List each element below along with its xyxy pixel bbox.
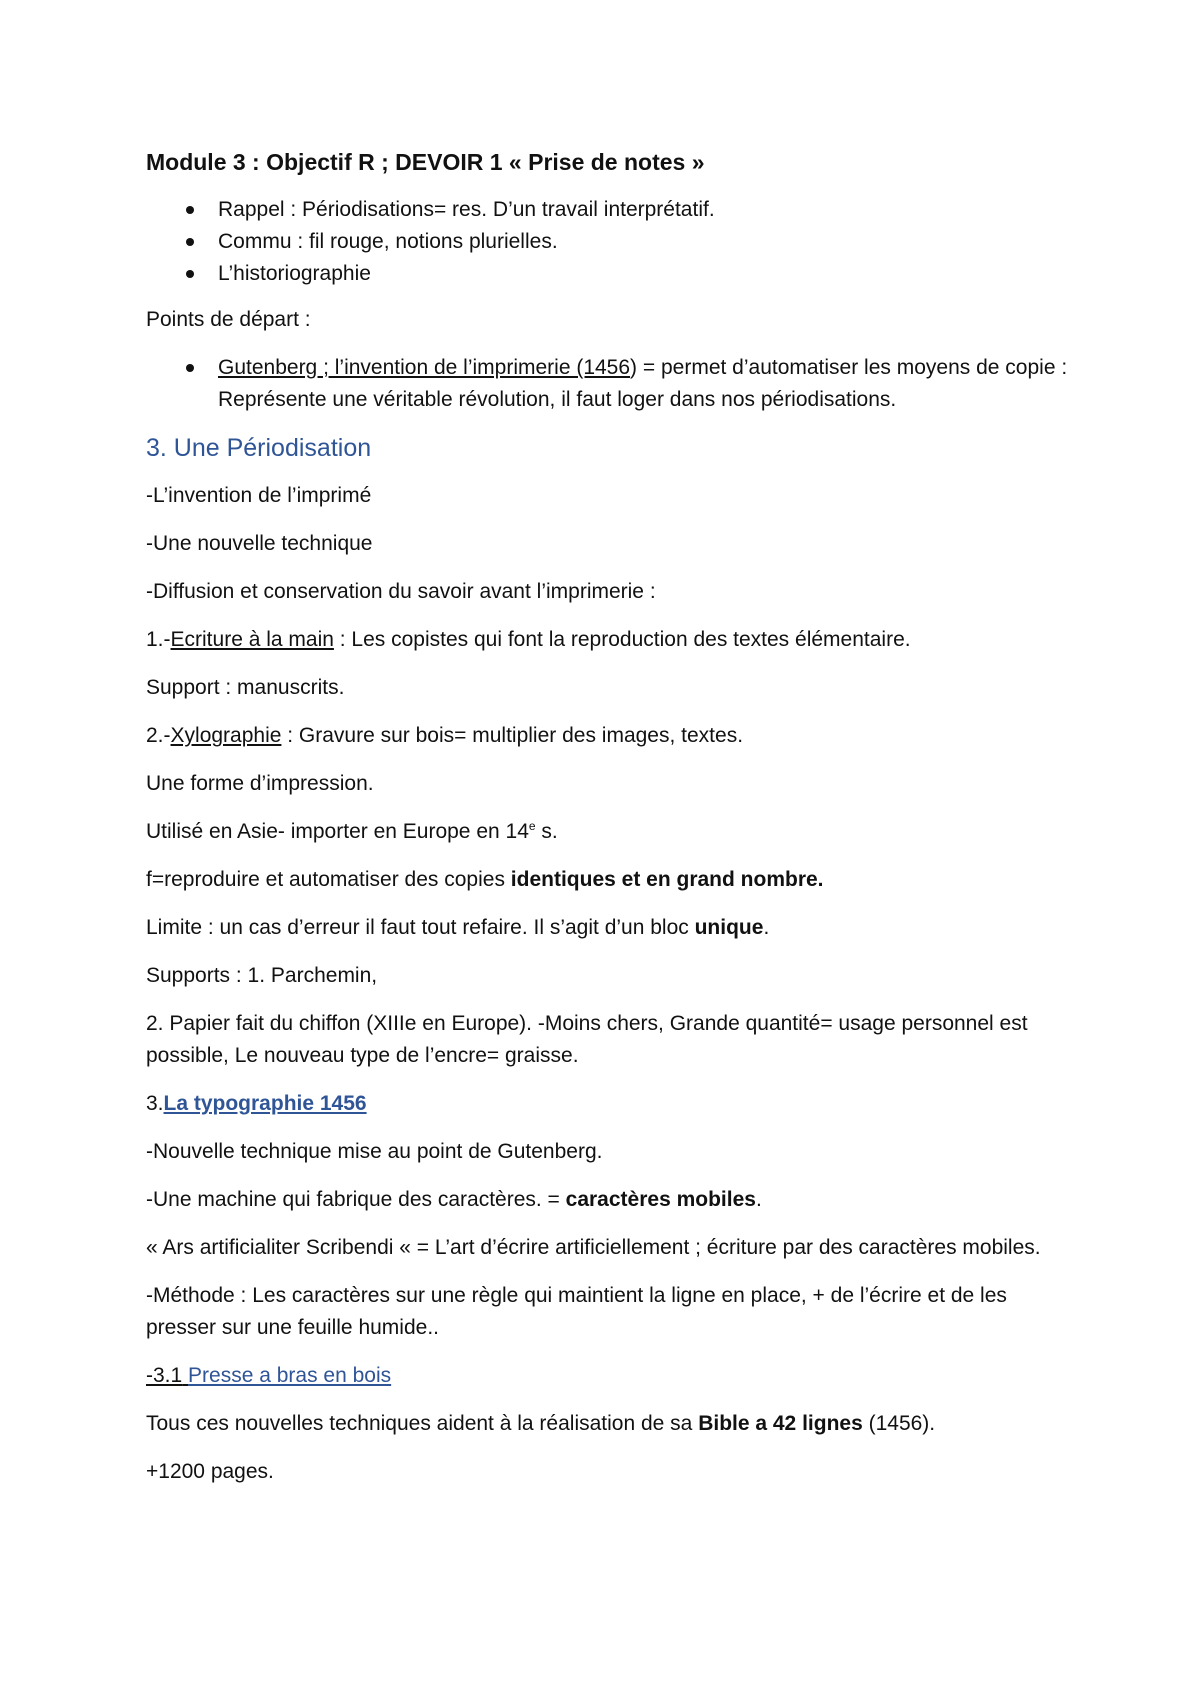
line-nouvelle: -Nouvelle technique mise au point de Gutenberg. <box>146 1140 603 1163</box>
line-tous <box>146 1408 1076 1440</box>
bullet-commu: Commu : fil rouge, notions plurielles. <box>146 226 1076 258</box>
asie-after: s. <box>535 820 558 843</box>
gutenberg-rest: ) = permet d’automatiser les moyens de copie : Représente une véritable révolution, il faut loger dans nos périodisations. <box>218 356 1068 411</box>
gutenberg-bullet-list <box>146 352 1076 416</box>
bullet-rappel: Rappel : Périodisations= res. D’un travail interprétatif. <box>146 194 1076 226</box>
line-methode: -Méthode : Les caractères sur une règle qui maintient la ligne en place, + de l’écrire et de les presser sur une feuille humide.. <box>146 1284 1007 1339</box>
line-presse <box>146 1360 1076 1392</box>
section-heading: 3. Une Périodisation <box>146 434 372 462</box>
ecriture-rest: : Les copistes qui font la reproduction des textes élémentaire. <box>333 628 911 651</box>
asie-sup: e <box>528 819 536 833</box>
line-support: Support : manuscrits. <box>146 676 345 699</box>
bullet-gutenberg <box>146 352 1076 416</box>
tous-plain: Tous ces nouvelles techniques aident à la réalisation de sa <box>146 1412 699 1435</box>
line-technique: -Une nouvelle technique <box>146 532 373 555</box>
line-ecriture <box>146 624 1076 656</box>
line-invention: -L’invention de l’imprimé <box>146 484 372 507</box>
document-title: Module 3 : Objectif R ; DEVOIR 1 « Prise de notes » <box>146 149 705 175</box>
line-reproduire <box>146 864 1076 896</box>
machine-bold: caractères mobiles <box>565 1188 756 1211</box>
reproduire-bold: identiques et en grand nombre. <box>510 868 824 891</box>
machine-end: . <box>755 1188 762 1211</box>
intro-bullet-list <box>146 194 1076 290</box>
limite-end: . <box>763 916 770 939</box>
line-ars: « Ars artificialiter Scribendi « = L’art d’écrire artificiellement ; écriture par des caractères mobiles. <box>146 1236 1041 1259</box>
points-label: Points de départ : <box>146 308 311 331</box>
line-diffusion: -Diffusion et conservation du savoir avant l’imprimerie : <box>146 580 656 603</box>
xylo-rest: : Gravure sur bois= multiplier des images, textes. <box>281 724 744 747</box>
line-machine <box>146 1184 1076 1216</box>
xylo-underlined: Xylographie <box>170 724 282 747</box>
line-forme: Une forme d’impression. <box>146 772 374 795</box>
machine-plain: -Une machine qui fabrique des caractères. = <box>146 1188 566 1211</box>
presse-link[interactable]: Presse a bras en bois <box>188 1364 392 1387</box>
gutenberg-underlined: Gutenberg ; l’invention de l’imprimerie (1456 <box>218 356 631 379</box>
line-xylographie <box>146 720 1076 752</box>
limite-plain: Limite : un cas d’erreur il faut tout refaire. Il s’agit d’un bloc <box>146 916 695 939</box>
limite-bold: unique <box>694 916 764 939</box>
line-supports: Supports : 1. Parchemin, <box>146 964 378 987</box>
line-asie <box>146 816 1076 848</box>
document-page <box>146 142 1076 1504</box>
typographie-link[interactable]: La typographie 1456 <box>163 1092 367 1115</box>
line-limite <box>146 912 1076 944</box>
tous-bold: Bible a 42 lignes <box>698 1412 863 1435</box>
reproduire-plain: f=reproduire et automatiser des copies <box>146 868 511 891</box>
presse-prefix: -3.1 <box>146 1364 183 1387</box>
ecriture-prefix: 1.- <box>146 628 171 651</box>
ecriture-underlined: Ecriture à la main <box>170 628 334 651</box>
line-pages: +1200 pages. <box>146 1460 274 1483</box>
line-typographie <box>146 1088 1076 1120</box>
tous-end: (1456). <box>862 1412 936 1435</box>
xylo-prefix: 2.- <box>146 724 171 747</box>
asie-before: Utilisé en Asie- importer en Europe en 14 <box>146 820 529 843</box>
typo-prefix: 3. <box>146 1092 164 1115</box>
line-papier: 2. Papier fait du chiffon (XIIIe en Europe). -Moins chers, Grande quantité= usage personnel est possible, Le nouveau type de l’encre= graisse. <box>146 1012 1028 1067</box>
bullet-historiographie: L’historiographie <box>146 258 1076 290</box>
